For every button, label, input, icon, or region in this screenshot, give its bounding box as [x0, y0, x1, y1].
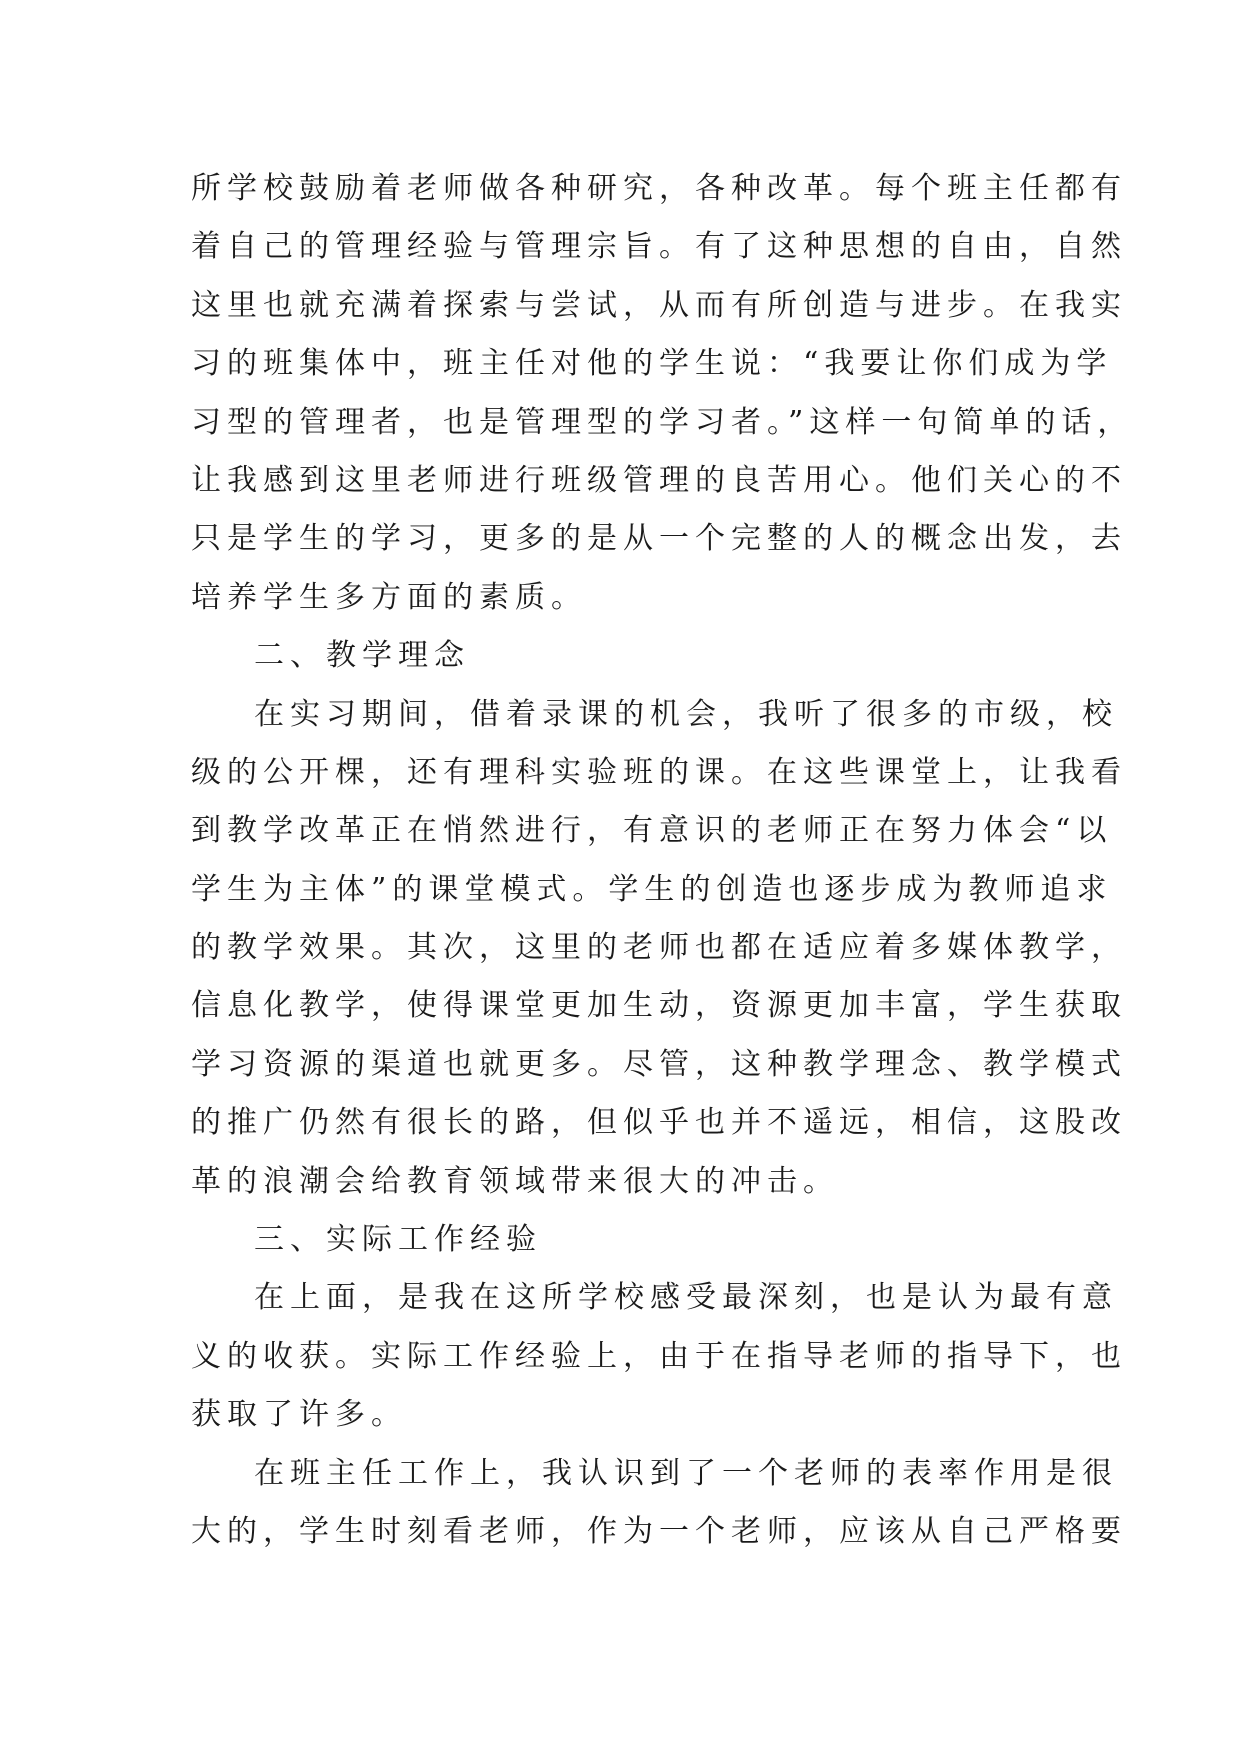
text-line: 级的公开棵，还有理科实验班的课。在这些课堂上，让我看 [191, 754, 1127, 790]
text-line: 学生为主体”的课堂模式。学生的创造也逐步成为教师追求 [191, 871, 1113, 907]
text-line: 的教学效果。其次，这里的老师也都在适应着多媒体教学， [191, 930, 1127, 966]
section-heading: 二、教学理念 [254, 638, 470, 674]
text-line: 着自己的管理经验与管理宗旨。有了这种思想的自由，自然 [191, 229, 1127, 265]
text-line: 所学校鼓励着老师做各种研究，各种改革。每个班主任都有 [191, 171, 1127, 206]
text-line: 信息化教学，使得课堂更加生动，资源更加丰富，学生获取 [191, 988, 1127, 1024]
text-line: 大的，学生时刻看老师，作为一个老师，应该从自己严格要 [191, 1513, 1127, 1549]
text-line: 获取了许多。 [191, 1397, 407, 1433]
text-line: 这里也就充满着探索与尝试，从而有所创造与进步。在我实 [191, 287, 1127, 323]
text-line: 革的浪潮会给教育领域带来很大的冲击。 [191, 1163, 839, 1199]
text-line: 让我感到这里老师进行班级管理的良苦用心。他们关心的不 [191, 462, 1127, 498]
text-line: 义的收获。实际工作经验上，由于在指导老师的指导下，也 [191, 1338, 1127, 1374]
text-line: 到教学改革正在悄然进行，有意识的老师正在努力体会“以 [191, 813, 1113, 849]
text-line: 只是学生的学习，更多的是从一个完整的人的概念出发，去 [191, 521, 1127, 557]
paragraph-first-line: 在班主任工作上，我认识到了一个老师的表率作用是很 [254, 1455, 1118, 1491]
paragraph-first-line: 在上面，是我在这所学校感受最深刻，也是认为最有意 [254, 1280, 1118, 1316]
document-body [191, 160, 1134, 1561]
text-line: 培养学生多方面的素质。 [191, 579, 587, 615]
text-line: 习的班集体中，班主任对他的学生说：“我要让你们成为学 [191, 346, 1113, 382]
text-line: 的推广仍然有很长的路，但似乎也并不遥远，相信，这股改 [191, 1105, 1127, 1141]
section-heading: 三、实际工作经验 [254, 1222, 542, 1258]
text-line: 学习资源的渠道也就更多。尽管，这种教学理念、教学模式 [191, 1046, 1127, 1082]
paragraph-first-line: 在实习期间，借着录课的机会，我听了很多的市级，校 [254, 696, 1118, 732]
text-line: 习型的管理者，也是管理型的学习者。”这样一句简单的话， [191, 404, 1134, 440]
